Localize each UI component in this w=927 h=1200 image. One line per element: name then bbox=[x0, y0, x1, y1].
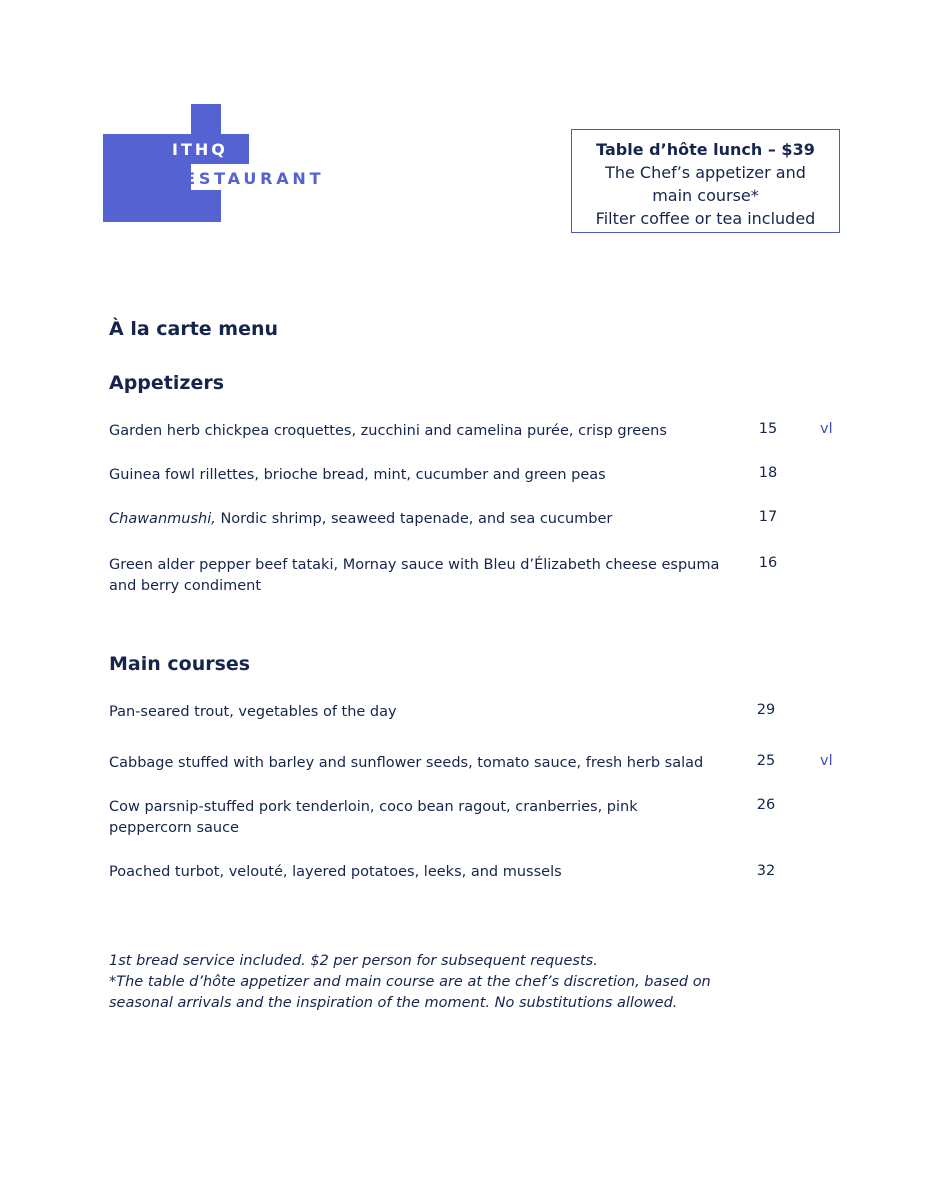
appetizer-item: Garden herb chickpea croquettes, zucchini and camelina purée, crisp greens bbox=[109, 423, 667, 439]
appetizer-price: 15 bbox=[758, 421, 778, 437]
table-dhote-line: The Chef’s appetizer and bbox=[605, 163, 806, 182]
logo-block bbox=[191, 190, 221, 222]
appetizer-price: 18 bbox=[758, 465, 778, 481]
main-course-item: Pan-seared trout, vegetables of the day bbox=[109, 704, 397, 720]
main-course-price: 32 bbox=[756, 863, 776, 879]
main-course-price: 29 bbox=[756, 702, 776, 718]
main-course-price: 26 bbox=[756, 797, 776, 813]
table-dhote-line: main course* bbox=[652, 186, 759, 205]
footnote-line: 1st bread service included. $2 per person for subsequent requests. bbox=[109, 953, 598, 969]
main-course-item: Poached turbot, velouté, layered potatoes, leeks, and mussels bbox=[109, 864, 562, 880]
vegetarian-tag: vl bbox=[820, 421, 833, 437]
main-course-price: 25 bbox=[756, 753, 776, 769]
ithq-restaurant-logo bbox=[103, 104, 353, 224]
footnote bbox=[109, 951, 749, 1014]
menu-title: À la carte menu bbox=[109, 318, 279, 340]
table-dhote-box bbox=[571, 129, 840, 233]
main-course-item: Cabbage stuffed with barley and sunflower seeds, tomato sauce, fresh herb salad bbox=[109, 755, 704, 771]
appetizer-item bbox=[109, 509, 749, 530]
main-course-item: Cow parsnip-stuffed pork tenderloin, coco bean ragout, cranberries, pink peppercorn sauce bbox=[109, 799, 638, 836]
footnote-line: seasonal arrivals and the inspiration of the moment. No substitutions allowed. bbox=[109, 995, 678, 1011]
vegetarian-tag: vl bbox=[820, 753, 833, 769]
appetizer-item-italic: Chawanmushi, bbox=[109, 511, 216, 527]
logo-text-restaurant: RESTAURANT bbox=[168, 169, 325, 188]
appetizer-item: Guinea fowl rillettes, brioche bread, mint, cucumber and green peas bbox=[109, 467, 606, 483]
appetizer-price: 16 bbox=[758, 555, 778, 571]
logo-block bbox=[191, 104, 221, 138]
table-dhote-title: Table d’hôte lunch – $39 bbox=[596, 140, 815, 159]
logo-text-ithq: ITHQ bbox=[172, 140, 228, 159]
appetizer-item-text: Nordic shrimp, seaweed tapenade, and sea cucumber bbox=[215, 511, 613, 527]
footnote-line: *The table d’hôte appetizer and main course are at the chef’s discretion, based on bbox=[109, 974, 711, 990]
appetizer-price: 17 bbox=[758, 509, 778, 525]
table-dhote-line: Filter coffee or tea included bbox=[595, 209, 816, 228]
appetizer-item: Green alder pepper beef tataki, Mornay sauce with Bleu d’Élizabeth cheese espuma and berry condiment bbox=[109, 557, 720, 594]
appetizers-heading: Appetizers bbox=[109, 372, 225, 394]
main-courses-heading: Main courses bbox=[109, 653, 251, 675]
